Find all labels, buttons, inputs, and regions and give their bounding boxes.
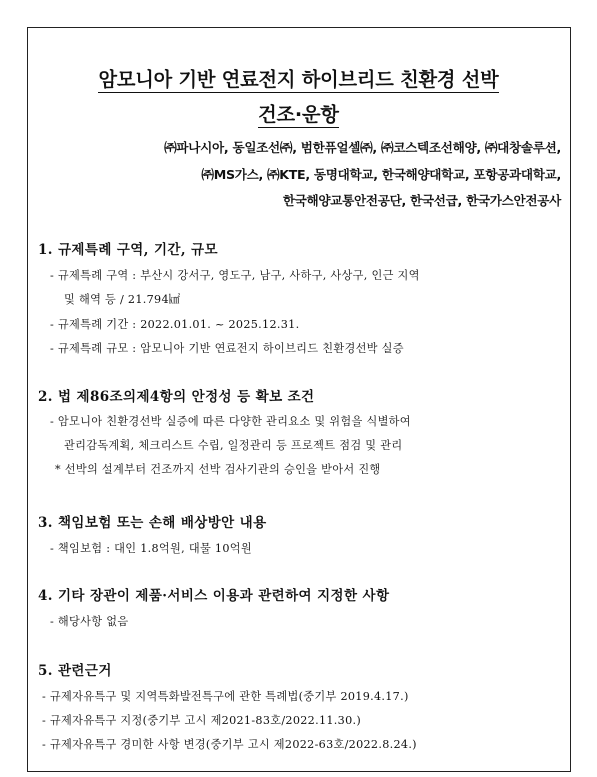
section-line: 및 해역 등 / 21.794㎢	[64, 293, 181, 306]
section-heading: 3. 책임보험 또는 손해 배상방안 내용	[38, 515, 267, 531]
section-heading: 1. 규제특례 구역, 기간, 규모	[38, 242, 218, 258]
section-line: - 책임보험 : 대인 1.8억원, 대물 10억원	[50, 542, 252, 555]
section-line: 관리감독계획, 체크리스트 수립, 일정관리 등 프로젝트 점검 및 관리	[64, 439, 403, 452]
organization-list-line: 한국해양교통안전공단, 한국선급, 한국가스안전공사	[282, 193, 561, 208]
organization-list-line: ㈜파나시아, 동일조선㈜, 범한퓨얼셀㈜, ㈜코스텍조선해양, ㈜대창솔루션,	[164, 140, 561, 155]
section-heading: 5. 관련근거	[38, 663, 112, 679]
section-line: - 해당사항 없음	[50, 615, 129, 628]
section-line: - 암모니아 친환경선박 실증에 따른 다양한 관리요소 및 위험을 식별하여	[50, 415, 411, 428]
section-line: - 규제특례 규모 : 암모니아 기반 연료전지 하이브리드 친환경선박 실증	[50, 342, 404, 355]
section-line: - 규제자유특구 경미한 사항 변경(중기부 고시 제2022-63호/2022.8.24.)	[42, 738, 417, 751]
section-line: - 규제특례 기간 : 2022.01.01. ~ 2025.12.31.	[50, 318, 300, 331]
document-title: 암모니아 기반 연료전지 하이브리드 친환경 선박	[98, 68, 499, 91]
organization-list-line: ㈜MS가스, ㈜KTE, 동명대학교, 한국해양대학교, 포항공과대학교,	[201, 167, 561, 182]
section-line: - 규제특례 구역 : 부산시 강서구, 영도구, 남구, 사하구, 사상구, 인근 지역	[50, 269, 420, 282]
section-line: - 규제자유특구 및 지역특화발전특구에 관한 특례법(중기부 2019.4.17.)	[42, 690, 409, 703]
section-heading: 2. 법 제86조의제4항의 안정성 등 확보 조건	[38, 389, 315, 405]
document-title-line2: 건조·운항	[258, 103, 339, 126]
section-note: * 선박의 설계부터 건조까지 선박 검사기관의 승인을 받아서 진행	[55, 463, 381, 476]
section-heading: 4. 기타 장관이 제품·서비스 이용과 관련하여 지정한 사항	[38, 588, 390, 604]
section-line: - 규제자유특구 지정(중기부 고시 제2021-83호/2022.11.30.)	[42, 714, 362, 727]
